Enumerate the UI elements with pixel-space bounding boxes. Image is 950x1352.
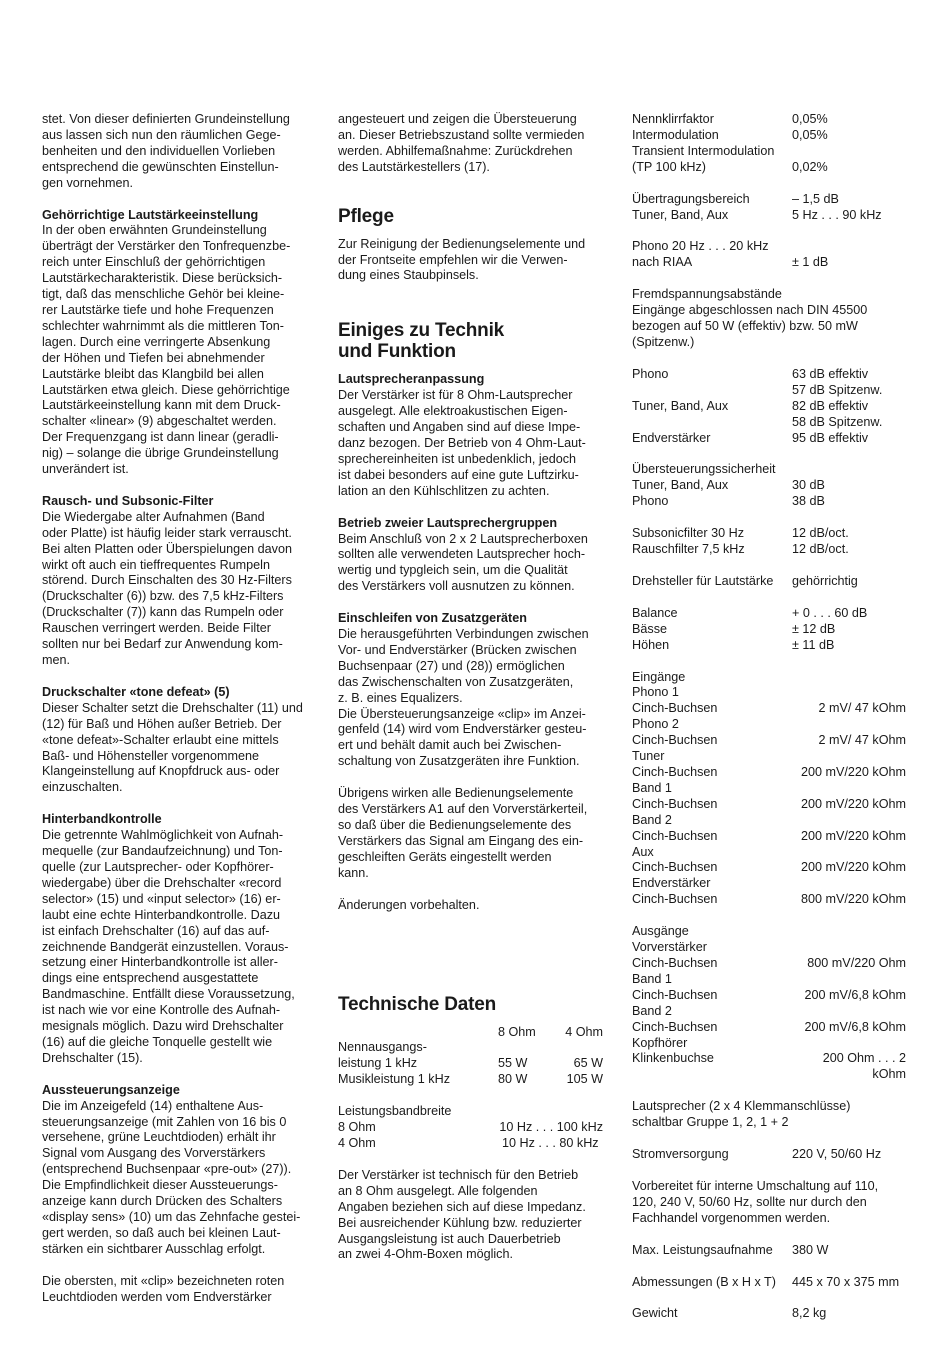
spec-value: 200 mV/220 kOhm: [801, 860, 906, 875]
spec-value: 8,2 kg: [792, 1306, 827, 1321]
section-lautsprecheranpassung: [338, 372, 610, 499]
pflege-title: Pflege: [338, 205, 394, 227]
spec-row: [632, 940, 932, 956]
spec-value: ± 12 dB: [792, 621, 836, 636]
spec-row: [632, 988, 932, 1004]
spec-label: Übersteuerungssicherheit Tuner, Band, Aux: [632, 462, 776, 493]
eingaenge-group: [632, 670, 932, 909]
spec-row: [632, 494, 932, 510]
table-header-cell: 4 Ohm: [565, 1024, 603, 1039]
spec-label: Phono: [632, 366, 669, 381]
spec-value: 63 dB effektiv 57 dB Spitzenw.: [792, 366, 883, 397]
spec-label: Höhen: [632, 637, 670, 652]
spec-label: Cinch-Buchsen: [632, 892, 718, 907]
table-row: [338, 1104, 603, 1136]
spec-label: Cinch-Buchsen: [632, 955, 718, 970]
spec-value: [792, 845, 932, 861]
spec-row: [632, 1051, 932, 1083]
table-header-row: [338, 1025, 603, 1041]
section-gehoerrichtig: [42, 208, 314, 478]
spec-value: [792, 813, 932, 829]
table-cell: 65 W: [573, 1056, 603, 1071]
spec-row: [632, 701, 932, 717]
spec-row: [632, 972, 932, 988]
spec-row: [632, 462, 932, 494]
spec-label: Bässe: [632, 621, 668, 636]
spec-label: Abmessungen (B x H x T): [632, 1274, 776, 1289]
spec-row: [632, 1020, 932, 1036]
spec-value: – 1,5 dB 5 Hz . . . 90 kHz: [792, 191, 882, 222]
section-body: In der oben erwähnten Grundeinstellung überträgt der Verstärker den Tonfrequenzbe- reich unter Einschluß der gehörrichtigen Lautstärkecharakteristik. Diese berücksich- tigt, daß das menschliche Gehör bei kleine- rer Lautstärke tiefe und hohe Frequenzen schlechter wahrnimmt als die mittleren Ton- lagen. Durch eine verringerte Absenkung der Höhen und Tiefen bei abnehmender Lautstärke bleibt das Klangbild bei allen Lautstärken etwa gleich. Diese gehörrichtige Lautstärkeeinstellung kann mit dem Druck- schalter «linear» (9) abgeschaltet werden. Der Frequenzgang ist dann linear (geradli- nig) – solange die übrige Grundeinstellung unverändert ist.: [42, 223, 291, 477]
fremd-intro: Fremdspannungsabstände Eingänge abgeschlossen nach DIN 45500 bezogen auf 50 W (effektiv) bzw. 50 mW (Spitzenw.): [632, 287, 868, 349]
column-2: [338, 112, 610, 1279]
spec-row: [632, 367, 932, 399]
spec-value: ± 11 dB: [792, 637, 835, 652]
table-cell: 55 W: [498, 1056, 528, 1071]
spec-label: Band 1: [632, 971, 672, 986]
table-cell: Nennausgangs- leistung 1 kHz: [338, 1040, 427, 1071]
spec-row: [632, 1036, 932, 1052]
spec-label: Drehsteller für Lautstärke: [632, 573, 774, 588]
spec-label: Band 2: [632, 812, 672, 827]
spec-value: 2 mV/ 47 kOhm: [818, 701, 906, 716]
spec-label: Cinch-Buchsen: [632, 701, 718, 716]
spec-group: [632, 526, 932, 558]
spec-row: [632, 1275, 932, 1291]
section-tone-defeat: [42, 685, 314, 796]
spec-label: Rauschfilter 7,5 kHz: [632, 542, 745, 557]
eingaenge-title: Eingänge: [632, 669, 686, 684]
spec-value: 12 dB/oct.: [792, 526, 849, 541]
spec-label: Band 1: [632, 780, 672, 795]
spec-label: Vorverstärker: [632, 940, 707, 955]
spec-row: [632, 112, 932, 128]
technische-daten-title: Technische Daten: [338, 993, 496, 1015]
spec-value: 0,05%: [792, 127, 828, 142]
spec-row: [632, 128, 932, 144]
section-body: Der Verstärker ist für 8 Ohm-Lautsprecher ausgelegt. Alle elektroakustischen Eigen- schaften und Angaben sind auf diese Impe- danz bezogen. Der Betrieb von 4 Ohm-Laut- sprechereinheiten ist unbedenklich, jedoch ist dabei besonders auf eine gute Luftzirku- lation an den Kühlschlitzen zu achten.: [338, 388, 586, 498]
spec-value: [792, 781, 932, 797]
spec-value: [792, 1036, 932, 1052]
table-cell: Musikleistung 1 kHz: [338, 1072, 450, 1087]
spec-group: [632, 112, 932, 176]
lautsprecher-text: Lautsprecher (2 x 4 Klemmanschlüsse) schaltbar Gruppe 1, 2, 1 + 2: [632, 1099, 851, 1130]
spec-row: [632, 399, 932, 431]
spec-group: [632, 192, 932, 224]
spec-label: Cinch-Buchsen: [632, 987, 718, 1002]
spec-row: [632, 717, 932, 733]
td-note: Der Verstärker ist technisch für den Betrieb an 8 Ohm ausgelegt. Alle folgenden Angaben beziehen sich auf diese Impedanz. Bei ausreichender Kühlung bzw. reduzierter Ausgangsleistung ist auch Dauerbetrieb an zwei 4-Ohm-Boxen möglich.: [338, 1167, 586, 1262]
spec-row: [632, 845, 932, 861]
spec-row: [632, 813, 932, 829]
spec-row: [632, 638, 932, 654]
spec-group: [632, 1243, 932, 1259]
spec-label: Phono: [632, 494, 669, 509]
spec-row: [632, 749, 932, 765]
spec-value: [792, 717, 932, 733]
spec-row: [632, 1004, 932, 1020]
column-1: [42, 112, 314, 1322]
section-zusatzgeraete: [338, 611, 610, 770]
spec-label: Tuner: [632, 749, 665, 764]
section-body: Beim Anschluß von 2 x 2 Lautsprecherboxen sollten alle verwendeten Lautsprecher hoch- wertig und typgleich sein, um die Qualität des Verstärkers voll ausnutzen zu können.: [338, 531, 588, 594]
uebrigens-text: Übrigens wirken alle Bedienungselemente des Verstärkers A1 auf den Vorverstärkerteil, so daß über die Bedienungselemente des Verstärkers das Signal am Eingang des ein- geschleiften Geräts eingestellt werden kann.: [338, 786, 588, 880]
col2-intro: angesteuert und zeigen die Übersteuerung an. Dieser Betriebszustand sollte vermieden werden. Abhilfemaßnahme: Zurückdrehen des Lautstärkestellers (17).: [338, 112, 585, 174]
spec-value: 0,05%: [792, 112, 828, 126]
spec-value: 2 mV/ 47 kOhm: [818, 733, 906, 748]
table-row: [338, 1072, 603, 1088]
spec-value: 220 V, 50/60 Hz: [792, 1147, 882, 1162]
spec-value: 95 dB effektiv: [792, 430, 869, 445]
table-header-cell: [338, 1025, 498, 1041]
spec-value: 30 dB: [792, 478, 825, 493]
spec-value: [792, 940, 932, 956]
spec-group: [632, 606, 932, 654]
spec-label: Phono 1: [632, 685, 679, 700]
spec-value: [792, 749, 932, 765]
section-heading: Rausch- und Subsonic-Filter: [42, 493, 214, 508]
spec-row: [632, 733, 932, 749]
spec-label: Phono 20 Hz . . . 20 kHz nach RIAA: [632, 239, 769, 270]
spec-row: [632, 1243, 932, 1259]
spec-label: Endverstärker: [632, 876, 711, 891]
spec-value: ± 1 dB: [792, 255, 829, 270]
spec-value: 380 W: [792, 1242, 829, 1257]
spec-label: Subsonicfilter 30 Hz: [632, 526, 744, 541]
spec-group: [632, 367, 932, 447]
spec-row: [632, 574, 932, 590]
section-heading: Betrieb zweier Lautsprechergruppen: [338, 515, 558, 530]
spec-value: 12 dB/oct.: [792, 542, 849, 557]
section-body: Die getrennte Wahlmöglichkeit von Aufnah- mequelle (zur Bandaufzeichnung) und Ton- quelle (zur Lautsprecher- oder Kopfhörer- wiedergabe) über die Drehschalter «record selector» (15) und «input selector» (16) er- laubt eine echte Hinterbandkontrolle. Dazu ist einfach Drehschalter (16) auf das auf- zeichnende Bandgerät einzustellen. Voraus- setzung einer Hinterbandkontrolle ist aller- dings eine entsprechend ausgestattete Bandmaschine. Entfällt diese Voraussetzung, ist nach wie vor eine Kontrolle des Aufnah- mesignals möglich. Dazu wird Drehschalter (16) auf die gleiche Tonquelle gestellt wie Drehschalter (15).: [42, 828, 295, 1065]
table-cell: 10 Hz . . . 100 kHz: [499, 1120, 603, 1135]
spec-value: 200 mV/220 kOhm: [801, 796, 906, 811]
technische-daten-table: [338, 1025, 603, 1152]
section-aussteuerung: [42, 1083, 314, 1258]
ausgaenge-group: [632, 924, 932, 1083]
spec-value: 200 mV/220 kOhm: [801, 828, 906, 843]
spec-label: Cinch-Buchsen: [632, 765, 718, 779]
spec-row: [632, 892, 932, 908]
spec-label: Tuner, Band, Aux: [632, 398, 729, 413]
spec-label: Kopfhörer: [632, 1035, 688, 1050]
section-heading: Aussteuerungsanzeige: [42, 1082, 180, 1097]
spec-label: Gewicht: [632, 1306, 678, 1321]
eingaenge-list: [632, 685, 932, 908]
spec-group: [632, 1275, 932, 1291]
col1-outro: Die obersten, mit «clip» bezeichneten roten Leuchtdioden werden vom Endverstärker: [42, 1273, 285, 1304]
section-body: Die im Anzeigefeld (14) enthaltene Aus- steuerungsanzeige (mit Zahlen von 16 bis 0 versehene, grüne Leuchtdioden) erhält ihr Signal vom Ausgang des Vorverstärkers (entsprechend Buchsenpaar «pre-out» (27)). Die Empfindlichkeit dieser Aussteuerungs- anzeige kann durch Drücken des Schalters «display sens» (10) um das Zehnfache gestei- gert werden, so daß auch bei kleinen Laut- stärken ein sichtbarer Ausschlag erfolgt.: [42, 1098, 301, 1256]
spec-row: [632, 765, 932, 781]
spec-value: 38 dB: [792, 494, 825, 509]
spec-value: [792, 876, 932, 892]
spec-value: 200 mV/6,8 kOhm: [804, 987, 906, 1002]
table-cell: 105 W: [566, 1072, 603, 1087]
spec-value: 82 dB effektiv 58 dB Spitzenw.: [792, 398, 883, 429]
spec-label: Klinkenbuchse: [632, 1051, 714, 1066]
spec-value: 800 mV/220 kOhm: [801, 892, 906, 907]
table-cell: 4 Ohm: [338, 1135, 376, 1150]
spec-label: Max. Leistungsaufnahme: [632, 1242, 773, 1257]
spec-label: Phono 2: [632, 717, 679, 732]
spec-label: Balance: [632, 605, 678, 620]
spec-row: [632, 144, 932, 176]
ausgaenge-list: [632, 940, 932, 1083]
table-cell: [498, 1136, 603, 1152]
spec-row: [632, 606, 932, 622]
spec-row: [632, 622, 932, 638]
table-row: [338, 1136, 603, 1152]
section-heading: Gehörrichtige Lautstärkeeinstellung: [42, 207, 259, 222]
spec-group: [632, 1147, 932, 1163]
spec-group: [632, 574, 932, 590]
spec-value: [792, 972, 932, 988]
table-header-cell: 8 Ohm: [498, 1024, 536, 1039]
spec-value: [792, 685, 932, 701]
spec-row: [632, 781, 932, 797]
spec-row: [632, 829, 932, 845]
spec-value: 200 mV/220 kOhm: [801, 765, 906, 779]
spec-row: [632, 685, 932, 701]
section-rausch-filter: [42, 494, 314, 669]
spec-label: Cinch-Buchsen: [632, 733, 718, 748]
table-row: [338, 1040, 603, 1072]
table-cell: Leistungsbandbreite 8 Ohm: [338, 1104, 452, 1135]
ausgaenge-title: Ausgänge: [632, 924, 689, 939]
spec-row: [632, 1306, 932, 1322]
technik-title: Einiges zu Technik und Funktion: [338, 320, 505, 363]
spec-group: [632, 1306, 932, 1322]
table-cell: 80 W: [498, 1072, 528, 1087]
spec-row: [632, 542, 932, 558]
section-heading: Hinterbandkontrolle: [42, 812, 162, 827]
spec-row: [632, 192, 932, 224]
spec-label: Aux: [632, 844, 654, 859]
spec-label: Übertragungsbereich Tuner, Band, Aux: [632, 191, 750, 222]
spec-label: Cinch-Buchsen: [632, 796, 718, 811]
spec-label: Cinch-Buchsen: [632, 860, 718, 875]
spec-row: [632, 797, 932, 813]
spec-value: 800 mV/220 Ohm: [807, 955, 906, 970]
section-body: Die herausgeführten Verbindungen zwischen Vor- und Endverstärker (Brücken zwischen Buchsenpaar (27) und (28)) ermöglichen das Zwischenschalten von Zusatzgeräten, z. B. eines Equalizers. Die Übersteuerungsanzeige «clip» im Anzei- genfeld (14) wird vom Endverstärker gesteu- ert und behält damit auch bei Zwischen- schaltung von Zusatzgeräten ihre Funktion.: [338, 627, 589, 769]
spec-value: + 0 . . . 60 dB: [792, 605, 868, 620]
spec-group: [632, 462, 932, 510]
spec-label: Stromversorgung: [632, 1147, 729, 1162]
section-heading: Lautsprecheranpassung: [338, 372, 485, 387]
spec-row: [632, 239, 932, 271]
table-cell-value: 10 Hz . . . 80 kHz: [502, 1135, 599, 1150]
spec-row: [632, 1147, 932, 1163]
spec-label: Nennklirrfaktor: [632, 112, 714, 126]
section-hinterband: [42, 812, 314, 1067]
spec-row: [632, 876, 932, 892]
spec-value: 0,02%: [792, 159, 828, 174]
spec-label: Cinch-Buchsen: [632, 828, 718, 843]
spec-label: Intermodulation: [632, 127, 719, 142]
spec-row: [632, 956, 932, 972]
section-body: Die Wiedergabe alter Aufnahmen (Band oder Platte) ist häufig leider stark verrauscht. Bei alten Platten oder Überspielungen davon wirkt oft auch ein tieffrequentes Rumpeln störend. Durch Einschalten des 30 Hz-Filters (Druckschalter (6)) bzw. des 7,5 kHz-Filters (Druckschalter (7)) kann das Rumpeln oder Rauschen verringert werden. Beide Filter sollten nur bei Bedarf zur Anwendung kom- men.: [42, 509, 292, 667]
spec-row: [632, 526, 932, 542]
section-lautsprechergruppen: [338, 516, 610, 596]
column-3-specs: [632, 112, 932, 1338]
col1-intro: stet. Von dieser definierten Grundeinstellung aus lassen sich nun den räumlichen Gege- benheiten und den individuellen Vorlieben entsprechend die gewünschten Einstellun- gen vornehmen.: [42, 112, 290, 190]
spec-row: [632, 431, 932, 447]
spec-row: [632, 860, 932, 876]
section-heading: Einschleifen von Zusatzgeräten: [338, 611, 527, 626]
spec-value: 445 x 70 x 375 mm: [792, 1274, 900, 1289]
spec-value: 200 Ohm . . . 2 kOhm: [822, 1051, 906, 1082]
spec-value: 200 mV/6,8 kOhm: [804, 1019, 906, 1034]
spec-label: Transient Intermodulation (TP 100 kHz): [632, 143, 775, 174]
spec-group: [632, 239, 932, 271]
spec-label: Band 2: [632, 1003, 672, 1018]
aenderungen-text: Änderungen vorbehalten.: [338, 897, 480, 912]
spec-label: Endverstärker: [632, 430, 711, 445]
vorbereitet-text: Vorbereitet für interne Umschaltung auf 110, 120, 240 V, 50/60 Hz, sollte nur durch den Fachhandel vorgenommen werden.: [632, 1178, 879, 1225]
spec-value: gehörrichtig: [792, 573, 858, 588]
section-heading: Druckschalter «tone defeat» (5): [42, 684, 230, 699]
section-body: Dieser Schalter setzt die Drehschalter (11) und (12) für Baß und Höhen außer Betrieb. Der «tone defeat»-Schalter erlaubt eine mittels Baß- und Höhensteller vorgenommene Klangeinstellung auf Knopfdruck aus- oder einzuschalten.: [42, 700, 303, 795]
pflege-body: Zur Reinigung der Bedienungselemente und der Frontseite empfehlen wir die Verwen- dung eines Staubpinsels.: [338, 236, 586, 283]
spec-label: Cinch-Buchsen: [632, 1019, 718, 1034]
spec-value: [792, 1004, 932, 1020]
